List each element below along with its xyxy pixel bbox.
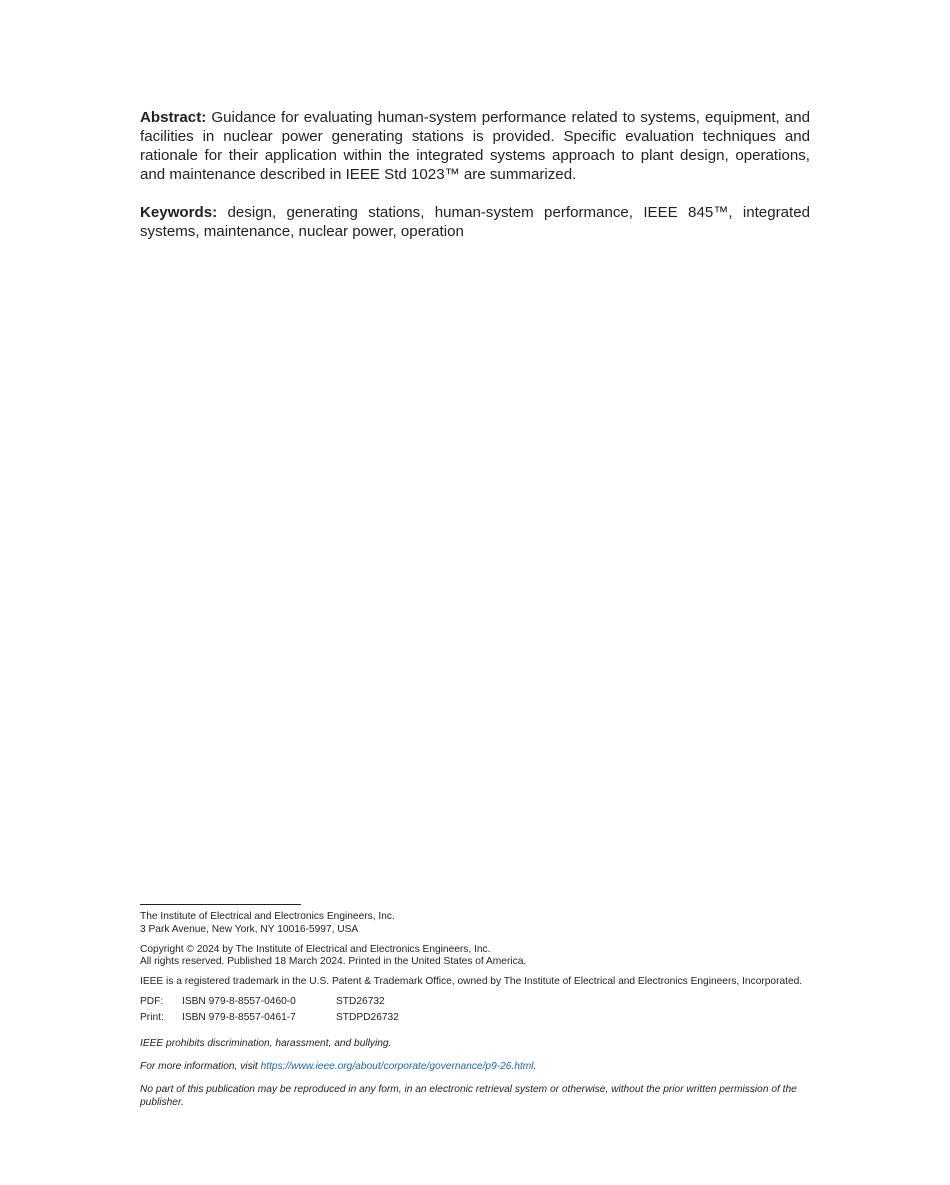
isbn-code: STD26732	[336, 995, 385, 1007]
main-content	[140, 108, 810, 241]
abstract-label: Abstract:	[140, 109, 207, 126]
isbn-row-print	[140, 1012, 812, 1028]
abstract-text: Guidance for evaluating human-system performance related to systems, equipment, and facilities in nuclear power generating stations is provided. Specific evaluation techniques and rationale for their application within the integrated systems approach to plant design, operations, and maintenance described in IEEE Std 1023™ are summarized.	[140, 109, 810, 183]
publisher-info	[140, 911, 812, 937]
isbn-format: Print:	[140, 1011, 164, 1023]
keywords-label: Keywords:	[140, 204, 218, 221]
copyright-line: Copyright © 2024 by The Institute of Electrical and Electronics Engineers, Inc.	[140, 943, 491, 955]
keywords-paragraph	[140, 203, 810, 241]
footer-divider	[140, 904, 301, 905]
copyright-info	[140, 944, 812, 970]
rights-line: All rights reserved. Published 18 March 2024. Printed in the United States of America.	[140, 956, 527, 968]
abstract-paragraph	[140, 108, 810, 184]
publisher-name: The Institute of Electrical and Electronics Engineers, Inc.	[140, 911, 395, 922]
more-info-line	[140, 1061, 812, 1074]
keywords-text: design, generating stations, human-system performance, IEEE 845™, integrated systems, maintenance, nuclear power, operation	[140, 204, 810, 240]
discrimination-notice: IEEE prohibits discrimination, harassment, and bullying.	[140, 1038, 392, 1050]
more-info-suffix: .	[533, 1061, 537, 1073]
isbn-number: ISBN 979-8-8557-0460-0	[182, 995, 296, 1007]
reproduction-notice: No part of this publication may be reproduced in any form, in an electronic retrieval system or otherwise, without the prior written permission of the publisher.	[140, 1084, 797, 1108]
isbn-format: PDF:	[140, 995, 164, 1007]
trademark-info	[140, 976, 812, 989]
isbn-code: STDPD26732	[336, 1011, 399, 1023]
isbn-table	[140, 996, 812, 1028]
isbn-number: ISBN 979-8-8557-0461-7	[182, 1011, 296, 1023]
governance-link[interactable]: https://www.ieee.org/about/corporate/governance/p9-26.html	[260, 1061, 534, 1073]
more-info-prefix: For more information, visit	[140, 1061, 261, 1073]
footer	[140, 904, 812, 1120]
legal-notice	[140, 1038, 812, 1110]
trademark-text: IEEE is a registered trademark in the U.S. Patent & Trademark Office, owned by The Institute of Electrical and Electronics Engineers, Incorporated.	[140, 976, 803, 988]
isbn-row-pdf	[140, 996, 812, 1012]
publisher-address: 3 Park Avenue, New York, NY 10016-5997, USA	[140, 923, 359, 935]
